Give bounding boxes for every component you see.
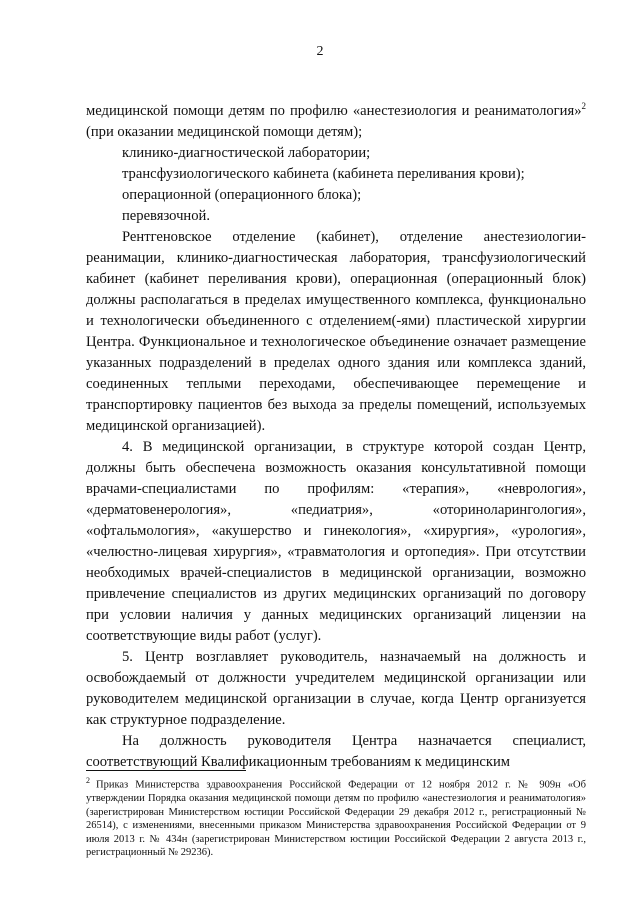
footnote-divider — [86, 770, 246, 771]
paragraph-radiology: Рентгеновское отделение (кабинет), отделение анестезиологии-реанимации, клинико-диагностическая лаборатория, трансфузиологический кабинет (кабинет переливания крови), операционная (операционный блок) должны располагаться в пределах имущественного комплекса, функционально и технологически объединенного с отделением(-ями) пластической хирургии Центра. Функциональное и технологическое объединение означает размещение указанных подразделений в пределах одного здания или комплекса зданий, соединенных теплыми переходами, обеспечивающее перемещение и транспортировку пациентов без выхода за пределы помещений, используемых медицинской организацией). — [86, 229, 586, 434]
list-item-operating: операционной (операционного блока); — [122, 187, 362, 203]
list-item-dressing: перевязочной. — [122, 208, 210, 224]
paragraph-continuation — [86, 101, 586, 143]
paragraph-4: 4. В медицинской организации, в структуре которой создан Центр, должны быть обеспечена возможность оказания консультативной помощи врачами-специалистами по профилям: «терапия», «неврология», «дерматовенерология», «педиатрия», «оториноларингология», «офтальмология», «акушерство и гинекология», «хирургия», «урология», «челюстно-лицевая хирургия», «травматология и ортопедия». При отсутствии необходимых врачей-специалистов в медицинской организации, возможно привлечение специалистов из других медицинских организаций по договору при условии наличия у данных медицинских организаций лицензии на соответствующие виды работ (услуг). — [86, 439, 586, 644]
footnote-number: 2 — [86, 776, 90, 785]
list-item-lab: клинико-диагностической лаборатории; — [122, 145, 371, 161]
paragraph-text-tail: (при оказании медицинской помощи детям); — [86, 124, 363, 140]
footnote-body: Приказ Министерства здравоохранения Российской Федерации от 12 ноября 2012 г. № 909н «Об утверждении Порядка оказания медицинской помощи детям по профилю «анестезиология и реаниматология» (зарегистрирован Министерством юстиции Российской Федерации 29 декабря 2012 г., регистрационный № 26514), с изменениями, внесенными приказом Министерства здравоохранения Российской Федерации от 9 июля 2013 г. № 434н (зарегистрирован Министерством юстиции Российской Федерации 2 августа 2013 г., регистрационный № 29236). — [86, 779, 586, 859]
paragraph-5: 5. Центр возглавляет руководитель, назначаемый на должность и освобождаемый от должности учредителем медицинской организации или руководителем медицинской организации в случае, когда Центр организуется как структурное подразделение. — [86, 649, 586, 728]
page-number: 2 — [316, 44, 324, 59]
footnote-ref: 2 — [581, 101, 586, 112]
document-body — [86, 101, 586, 773]
list-item-transfusion: трансфузиологического кабинета (кабинета переливания крови); — [122, 166, 525, 182]
footnote — [86, 774, 586, 860]
footnote-text — [86, 774, 586, 860]
paragraph-head-appointment: На должность руководителя Центра назначается специалист, соответствующий Квалификационным требованиям к медицинским — [86, 733, 586, 770]
paragraph-text: медицинской помощи детям по профилю «анестезиология и реаниматология» — [86, 103, 582, 119]
